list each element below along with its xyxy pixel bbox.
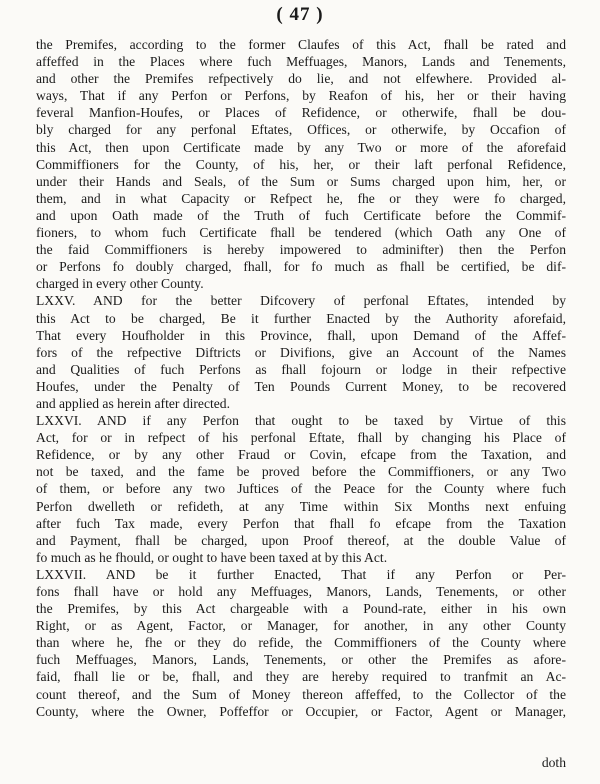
text-line: and applied as herein after directed. [36, 395, 230, 411]
text-line: after fuch Tax made, every Perfon that fhall fo efcape from the Taxation [36, 515, 566, 531]
text-line: the Premifes, by this Act chargeable with a Pound-rate, either in his own [36, 601, 566, 617]
text-line: and Qualities of fuch Perfons as fhall fojourn or lodge in their refpective [36, 361, 566, 377]
text-line: feveral Manfion-Houfes, or Places of Refidence, or otherwife, fhall be dou- [36, 105, 566, 121]
text-line: this Act to be charged, Be it further Enacted by the Authority aforefaid, [36, 310, 566, 326]
text-line: and Payment, fhall be charged, upon Proof thereof, at the double Value of [36, 532, 566, 548]
text-line: the faid Commiffioners is hereby impowered to adminifter) then the Perfon [36, 242, 566, 258]
text-line: of them, or before any two Juftices of the Peace for the County where fuch [36, 481, 566, 497]
text-line: them, and in what Capacity or Refpect he, fhe or they were fo charged, [36, 190, 566, 206]
page-number: ( 47 ) [276, 4, 324, 25]
text-line: That every Houfholder in this Province, fhall, upon Demand of the Affef- [36, 327, 566, 343]
text-line: not be taxed, and the fame be proved before the Commiffioners, or any Two [36, 464, 566, 480]
text-line: faid, fhall lie or be, fhall, and they are hereby required to tranfmit an Ac- [36, 669, 566, 685]
text-line: bly charged for any perfonal Eftates, Offices, or otherwife, by Occafion of [36, 122, 566, 138]
text-line: Act, for or in refpect of his perfonal Eftate, fhall by changing his Place of [36, 430, 566, 446]
text-line: and other the Premifes refpectively do lie, and not elfewhere. Provided al- [36, 71, 566, 87]
text-line: Commiffioners for the County, of his, her, or their laft perfonal Refidence, [36, 156, 566, 172]
text-line: count thereof, and the Sum of Money thereon affeffed, to the Collector of the [36, 686, 566, 702]
text-line: fons fhall have or hold any Meffuages, Manors, Lands, Tenements, or other [36, 584, 566, 599]
text-line: County, where the Owner, Poffeffor or Occupier, or Factor, Agent or Manager, [36, 703, 566, 719]
text-line: fioners, to whom fuch Certificate fhall be tendered (which Oath any One of [36, 225, 566, 241]
text-line: this Act, then upon Certificate made by any Two or more of the aforefaid [36, 139, 566, 155]
text-line: than where he, fhe or they do refide, the Commiffioners of the County where [36, 635, 566, 651]
text-line: the Premifes, according to the former Claufes of this Act, fhall be rated and [36, 37, 566, 52]
text-line: Right, or as Agent, Factor, or Manager, for another, in any other County [36, 618, 566, 634]
catchword: doth [541, 755, 566, 770]
body-text [36, 36, 566, 720]
text-line: Perfon dwelleth or refideth, at any Time within Six Months next enfuing [36, 498, 566, 514]
text-line: fuch Meffuages, Manors, Lands, Tenements, or other the Premifes as afore- [36, 652, 566, 668]
text-line: fo much as he fhould, or ought to have been taxed at by this Act. [36, 549, 388, 565]
section-lxxvi-line: LXXVI. AND if any Perfon that ought to be taxed by Virtue of this [36, 413, 566, 429]
text-line: fors of the refpective Diftricts or Divifions, give an Account of the Names [36, 344, 566, 360]
text-line: Houfes, under the Penalty of Ten Pounds Current Money, to be recovered [36, 378, 566, 394]
text-line: ways, That if any Perfon or Perfons, by Reafon of his, her or their having [36, 88, 566, 104]
text-line: Refidence, or by any other Fraud or Covin, efcape from the Taxation, and [36, 447, 566, 463]
text-line: charged in every other County. [36, 276, 204, 292]
text-line: and upon Oath made of the Truth of fuch Certificate before the Commif- [36, 207, 566, 223]
text-line: under their Hands and Seals, of the Sum or Sums charged upon him, her, or [36, 173, 566, 189]
text-line: or Perfons fo doubly charged, fhall, for fo much as fhall be certified, be dif- [36, 259, 566, 275]
section-lxxvii-line: LXXVII. AND be it further Enacted, That if any Perfon or Per- [36, 566, 566, 582]
text-line: affeffed in the Places where fuch Meffuages, Manors, Lands and Tenements, [36, 54, 566, 70]
section-lxxv-line: LXXV. AND for the better Difcovery of perfonal Eftates, intended by [36, 293, 566, 309]
